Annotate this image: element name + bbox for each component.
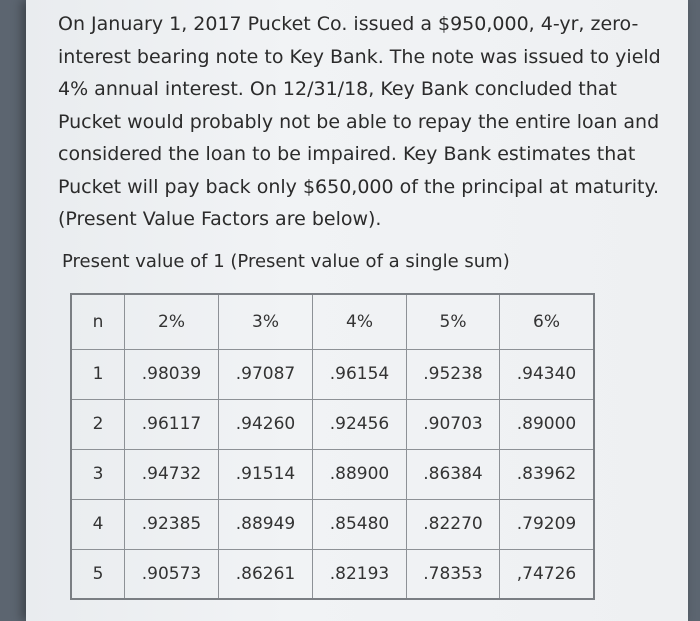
factor-cell: .94732 [125,449,219,499]
factor-cell: .83962 [500,449,595,499]
factor-cell: .90703 [407,399,500,449]
factor-cell: .92385 [125,499,219,549]
factor-cell: .95238 [407,349,500,399]
period-cell: 2 [71,399,125,449]
table-title: Present value of 1 (Present value of a single sum) [62,251,510,272]
period-cell: 3 [71,449,125,499]
period-cell: 4 [71,499,125,549]
header-cell-4pct: 4% [313,294,407,349]
factor-cell: .94340 [500,349,595,399]
problem-line: Pucket will pay back only $650,000 of the principal at maturity. [58,175,660,198]
factor-cell: .90573 [125,549,219,599]
header-cell-n: n [71,294,125,349]
problem-line: Pucket would probably not be able to repay the entire loan and [58,110,660,133]
header-cell-5pct: 5% [407,294,500,349]
factor-cell: .86261 [219,549,313,599]
period-cell: 1 [71,349,125,399]
factor-cell: .85480 [313,499,407,549]
factor-cell: ,74726 [500,549,595,599]
factor-cell: .94260 [219,399,313,449]
problem-line: considered the loan to be impaired. Key Bank estimates that [58,143,636,165]
table-row [71,349,594,399]
table-row [71,399,594,449]
present-value-table [70,293,595,600]
factor-cell: .92456 [313,399,407,449]
header-cell-2pct: 2% [125,294,219,349]
factor-cell: .79209 [500,499,595,549]
factor-cell: .96154 [313,349,407,399]
factor-cell: .88900 [313,449,407,499]
header-cell-6pct: 6% [500,294,595,349]
table-row [71,499,594,549]
table-row [71,449,594,499]
factor-cell: .82270 [407,499,500,549]
factor-cell: .97087 [219,349,313,399]
period-cell: 5 [71,549,125,599]
problem-line: 4% annual interest. On 12/31/18, Key Bank concluded that [58,78,617,100]
factor-cell: .96117 [125,399,219,449]
problem-statement [58,8,661,236]
problem-line: interest bearing note to Key Bank. The note was issued to yield [58,45,661,68]
table-header-row [71,294,594,349]
header-cell-3pct: 3% [219,294,313,349]
factor-cell: .89000 [500,399,595,449]
factor-cell: .86384 [407,449,500,499]
factor-cell: .91514 [219,449,313,499]
table-row [71,549,594,599]
factor-cell: .82193 [313,549,407,599]
problem-line: (Present Value Factors are below). [58,208,382,230]
factor-cell: .78353 [407,549,500,599]
factor-cell: .88949 [219,499,313,549]
factor-cell: .98039 [125,349,219,399]
problem-line: On January 1, 2017 Pucket Co. issued a $950,000, 4-yr, zero- [58,13,639,35]
